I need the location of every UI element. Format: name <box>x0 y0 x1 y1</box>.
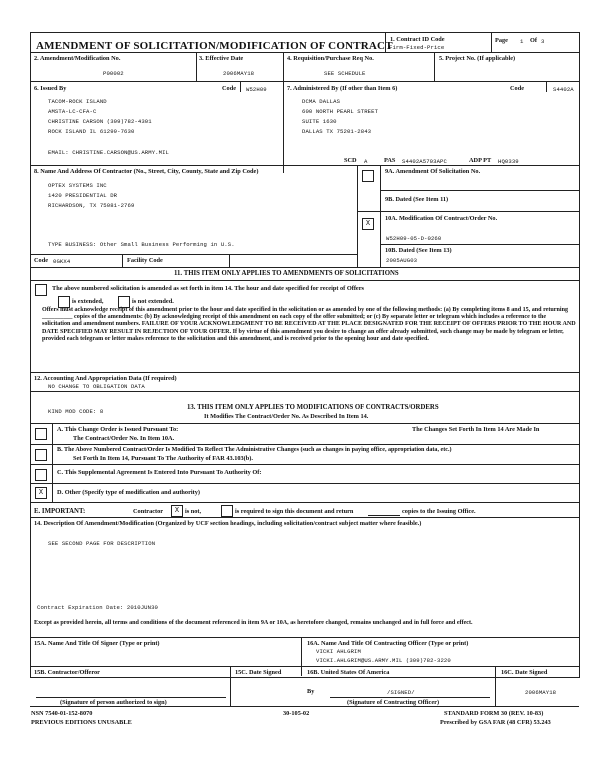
issued-by-email: EMAIL: CHRISTINE.CARSON@US.ARMY.MIL <box>48 149 169 156</box>
previous-editions: PREVIOUS EDITIONS UNUSABLE <box>31 719 132 726</box>
item-13d-line: D. Other (Specify type of modification and authority) <box>57 489 200 496</box>
effective-date-label: 3. Effective Date <box>199 55 244 62</box>
copies-label: copies to the Issuing Office. <box>402 508 476 515</box>
scd-label: SCD <box>344 157 357 164</box>
divider <box>52 423 53 502</box>
contracting-officer-name: VICKI AHLGRIM <box>316 648 361 655</box>
divider <box>301 637 302 676</box>
standard-form-30: STANDARD FORM 30 (REV. 10-83) <box>444 710 544 717</box>
divider <box>196 52 197 81</box>
amendment-no-value: P00002 <box>103 70 124 77</box>
date-signed-16c-value: 2006MAY18 <box>525 689 557 696</box>
contractor-offeror-label: 15B. Contractor/Offeror <box>34 669 100 676</box>
item-9a-checkbox[interactable] <box>362 170 374 182</box>
is-required-label: is required to sign this document and return <box>235 508 354 515</box>
divider <box>434 52 435 81</box>
divider <box>30 464 579 465</box>
copies-blank <box>368 515 400 516</box>
divider <box>30 267 579 268</box>
issued-by-line: AMSTA-LC-CFA-C <box>48 108 97 115</box>
contract-id-code-value: Firm-Fixed-Price <box>389 44 445 51</box>
signature-officer-caption: (Signature of Contracting Officer) <box>347 699 440 706</box>
item-13b-line2: Set Forth In Item 14, Pursuant To The Authority of FAR 43.103(b). <box>73 455 253 462</box>
issued-by-code-value: W52H09 <box>246 86 267 93</box>
is-not-extended-label: is not extended. <box>132 298 174 305</box>
item-13d-checkbox[interactable]: X <box>35 487 47 499</box>
accounting-data-value: NO CHANGE TO OBLIGATION DATA <box>48 383 145 390</box>
by-label: By <box>307 688 315 695</box>
section-13-subheader: It Modifies The Contract/Order No. As Described In Item 14. <box>204 413 369 420</box>
facility-code-label: Facility Code <box>127 257 163 264</box>
divider <box>229 254 230 267</box>
issued-by-code-label: Code <box>222 85 236 92</box>
signed-value: /SIGNED/ <box>387 689 415 696</box>
divider <box>30 391 579 392</box>
issued-by-label: 6. Issued By <box>34 85 67 92</box>
item-10b-value: 2005AUG03 <box>386 257 418 264</box>
requisition-no-label: 4. Requisition/Purchase Req No. <box>287 55 374 62</box>
administered-by-line: DALLAS TX 75201-2843 <box>302 128 372 135</box>
contracting-officer-contact: VICKI.AHLGRIM@US.ARMY.MIL (309)782-3220 <box>316 657 451 664</box>
contract-expiration: Contract Expiration Date: 2010JUN30 <box>37 604 158 611</box>
contract-id-code-label: 1. Contract ID Code <box>390 36 445 43</box>
item-13b-checkbox[interactable] <box>35 449 47 461</box>
section-13-header: 13. THIS ITEM ONLY APPLIES TO MODIFICATIONS OF CONTRACTS/ORDERS <box>187 404 439 411</box>
administered-by-line: SUITE 1630 <box>302 118 337 125</box>
type-business: TYPE BUSINESS: Other Small Business Performing in U.S. <box>48 241 235 248</box>
effective-date-value: 2006MAY18 <box>223 70 255 77</box>
contractor-code-value: 0GKX4 <box>53 258 71 265</box>
divider <box>30 423 579 424</box>
form-title: AMENDMENT OF SOLICITATION/MODIFICATION OF CONTRACT <box>36 40 393 52</box>
is-extended-label: is extended, <box>72 298 104 305</box>
divider <box>30 483 579 484</box>
divider <box>380 190 579 191</box>
administered-by-code-label: Code <box>510 85 524 92</box>
divider <box>357 165 358 267</box>
contracting-officer-label: 16A. Name And Title Of Contracting Officer (Type or print) <box>307 640 469 647</box>
administered-by-label: 7. Administered By (If other than Item 6) <box>287 85 398 92</box>
adp-pt-label: ADP PT <box>469 157 492 164</box>
contractor-word: Contractor <box>133 508 164 515</box>
page-number: 1 <box>520 38 524 45</box>
item-13a-checkbox[interactable] <box>35 428 47 440</box>
divider <box>380 165 381 267</box>
nsn-number: NSN 7540-01-152-8070 <box>31 710 93 717</box>
item-13c-checkbox[interactable] <box>35 469 47 481</box>
divider <box>30 280 579 281</box>
divider <box>357 211 579 212</box>
date-signed-16c-label: 16C. Date Signed <box>501 669 548 676</box>
item-9a-label: 9A. Amendment Of Solicitation No. <box>385 168 481 175</box>
divider <box>380 244 579 245</box>
description-label: 14. Description Of Amendment/Modification (Organized by UCF section headings, including solicitation/contract subject matter where feasible.) <box>34 520 422 527</box>
item-13a-right: The Changes Set Forth In Item 14 Are Made In <box>412 426 540 433</box>
divider <box>491 32 492 52</box>
signature-person-caption: (Signature of person authorized to sign) <box>60 699 167 706</box>
issued-by-line: ROCK ISLAND IL 61299-7630 <box>48 128 135 135</box>
description-text: SEE SECOND PAGE FOR DESCRIPTION <box>48 540 156 547</box>
project-no-label: 5. Project No. (If applicable) <box>439 55 516 62</box>
divider <box>30 444 579 445</box>
amendment-no-label: 2. Amendment/Modification No. <box>34 55 121 62</box>
administered-by-line: 600 NORTH PEARL STREET <box>302 108 379 115</box>
divider <box>30 165 579 166</box>
divider <box>230 666 231 706</box>
solicitation-amended-checkbox[interactable] <box>35 284 47 296</box>
divider <box>30 52 579 53</box>
administered-by-line: DCMA DALLAS <box>302 98 341 105</box>
item-13a-line2: The Contract/Order No. In Item 10A. <box>73 435 175 442</box>
divider <box>30 254 357 255</box>
item-10b-label: 10B. Dated (See Item 13) <box>385 247 452 254</box>
contractor-line: 1420 PRESIDENTIAL DR <box>48 192 118 199</box>
contractor-line: OPTEX SYSTEMS INC <box>48 182 107 189</box>
is-required-checkbox[interactable] <box>221 505 233 517</box>
divider <box>30 637 579 638</box>
except-statement: Except as provided herein, all terms and conditions of the document referenced in item 9A or 10A, as heretofore changed, remains unchanged and in full force and effect. <box>34 620 473 626</box>
pas-label: PAS <box>384 157 396 164</box>
divider <box>30 81 579 82</box>
administered-by-code-value: S4402A <box>553 86 574 93</box>
divider <box>385 32 386 52</box>
item-13c-line: C. This Supplemental Agreement Is Entered Into Pursuant To Authority Of: <box>57 469 262 476</box>
contractor-label: 8. Name And Address Of Contractor (No., Street, City, County, State and Zip Code) <box>34 168 259 175</box>
item-13a-line1: A. This Change Order is Issued Pursuant To: <box>57 426 179 433</box>
divider <box>30 372 579 373</box>
signature-line <box>36 697 226 698</box>
page-of-label: Of <box>530 37 537 44</box>
signer-name-label: 15A. Name And Title Of Signer (Type or print) <box>34 640 160 647</box>
item-10a-value: W52H09-05-D-0260 <box>386 235 442 242</box>
date-signed-15c-label: 15C. Date Signed <box>235 669 282 676</box>
section-11-paragraph: Offers must acknowledge receipt of this amendment prior to the hour and date specified in the solicitation or as amended by one of the following methods: (a) By completing items 8 and 15, and returning __________ copies of the amendments: (b) By acknowledging receipt of this amendment on each copy of the offer submitted; or (c) By separate letter or telegram which includes a reference to the solicitation and amendment numbers. FAILURE OF YOUR ACKNOWLEDGMENT TO BE RECEIVED AT THE PLACE DESIGNATED FOR THE RECEIPT OF OFFERS PRIOR TO THE HOUR AND DATE SPECIFIED MAY RESULT IN REJECTION OF YOUR OFFER. If by virtue of this amendment you desire to change an offer already submitted, such change may be made by telegram or letter, provided each telegram or letter makes reference to the solicitation and this amendment, and is received prior to the opening hour and date specified. <box>42 307 576 342</box>
divider <box>30 706 579 707</box>
section-11-line1: The above numbered solicitation is amended as set forth in item 14. The hour and date specified for receipt of Offers <box>52 285 364 292</box>
divider <box>30 517 579 518</box>
divider <box>283 81 284 173</box>
prescribed-by: Prescribed by GSA FAR (48 CFR) 53.243 <box>440 719 551 726</box>
contractor-code-label: Code <box>34 257 48 264</box>
divider <box>283 52 284 81</box>
kind-mod-code: KIND MOD CODE: 8 <box>48 408 104 415</box>
divider <box>30 502 579 503</box>
pas-value: S4402A5703APC <box>402 158 447 165</box>
page-label: Page <box>495 37 508 44</box>
contractor-line: RICHARDSON, TX 75081-2769 <box>48 202 135 209</box>
issued-by-line: TACOM-ROCK ISLAND <box>48 98 107 105</box>
item-10a-label: 10A. Modification Of Contract/Order No. <box>385 215 498 222</box>
divider <box>546 81 547 92</box>
divider <box>240 81 241 92</box>
section-11-header: 11. THIS ITEM ONLY APPLIES TO AMENDMENTS OF SOLICITATIONS <box>174 270 399 277</box>
signature-line <box>330 697 490 698</box>
important-label: E. IMPORTANT: <box>34 508 86 515</box>
divider <box>495 666 496 706</box>
adp-pt-value: HQ0339 <box>498 158 519 165</box>
divider <box>30 666 579 667</box>
requisition-no-value: SEE SCHEDULE <box>324 70 366 77</box>
divider <box>122 254 123 267</box>
item-10a-checkbox[interactable]: X <box>362 218 374 230</box>
issued-by-line: CHRISTINE CARSON (309)782-4301 <box>48 118 152 125</box>
scd-value: A <box>364 158 368 165</box>
is-not-checkbox[interactable]: X <box>171 505 183 517</box>
form-number: 30-105-02 <box>283 710 310 717</box>
item-13b-line1: B. The Above Numbered Contract/Order Is Modified To Reflect The Administrative Changes (such as changes in paying office, appropriation data, etc.) <box>57 447 452 453</box>
is-not-label: is not, <box>185 508 202 515</box>
accounting-data-label: 12. Accounting And Appropriation Data (If required) <box>34 375 177 382</box>
page-total: 3 <box>541 38 545 45</box>
united-states-label: 16B. United States Of America <box>307 669 390 676</box>
item-9b-label: 9B. Dated (See Item 11) <box>385 196 449 203</box>
